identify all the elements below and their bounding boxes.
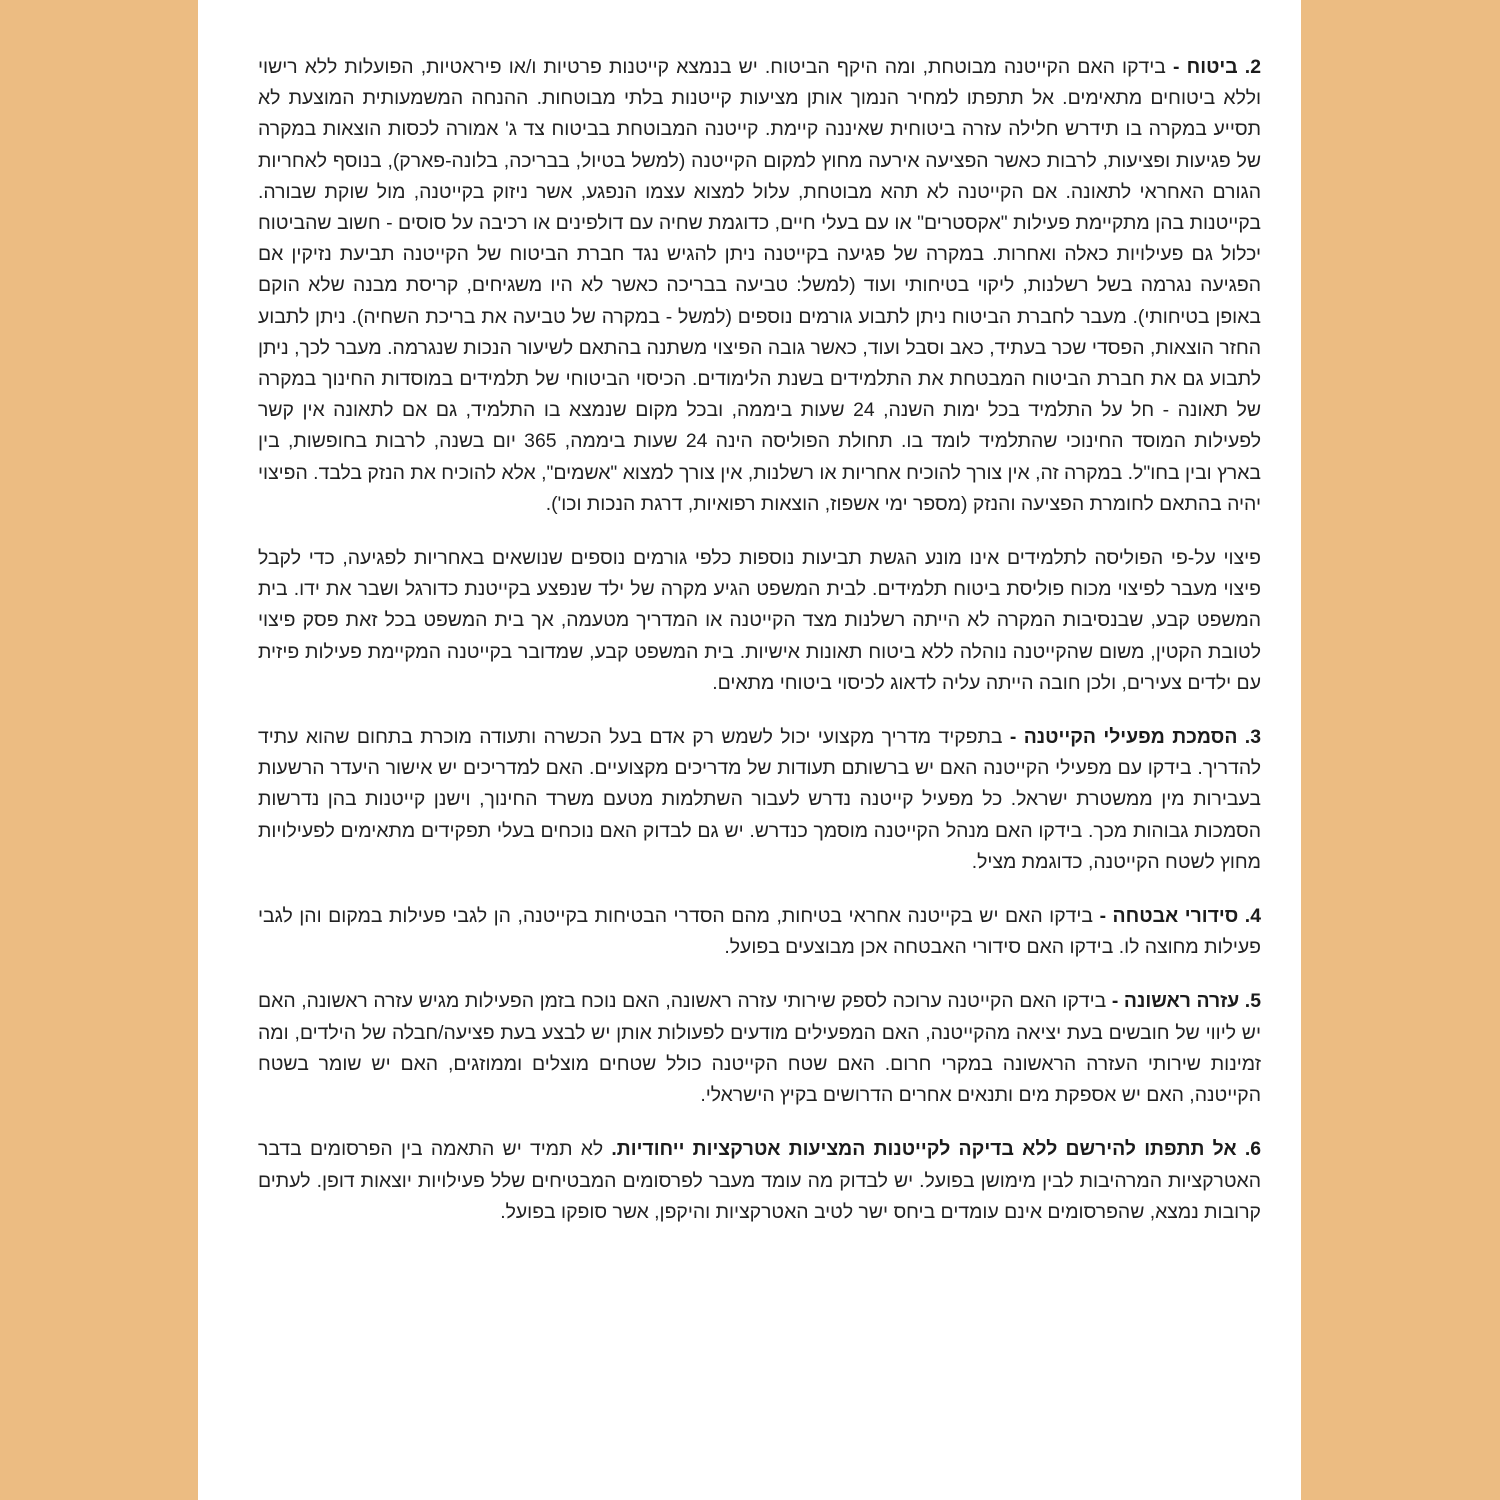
section-unique-attractions — [258, 1134, 1261, 1228]
section-heading: 2. ביטוח - — [1173, 56, 1261, 78]
section-first-aid — [258, 986, 1261, 1111]
section-insurance-compensation — [258, 543, 1261, 699]
section-heading: 4. סידורי אבטחה - — [1099, 905, 1261, 928]
document-page — [198, 0, 1301, 1500]
section-security-arrangements — [258, 901, 1261, 963]
section-heading: 5. עזרה ראשונה - — [1111, 990, 1261, 1013]
section-text: בידקו האם הקייטנה מבוטחת, ומה היקף הביטוח. יש בנמצא קייטנות פרטיות ו/או פיראטיות, הפועלות ללא רישוי וללא ביטוחים מתאימים. אל תתפתו למחיר הנמוך אותן מציעות קייטנות בלתי מבוטחות. ההנחה המשמעותית המוצעת לא תסייע במקרה בו תידרש חלילה עזרה ביטוחית שאיננה קיימת. קייטנה המבוטחת בביטוח צד ג' אמורה לכסות הוצאות במקרה של פגיעות ופציעות, לרבות כאשר הפציעה אירעה מחוץ למקום הקייטנה (למשל בטיול, בבריכה, בלונה-פארק), בנוסף לאחריות הגורם האחראי לתאונה. אם הקייטנה לא תהא מבוטחת, עלול למצוא עצמו הנפגע, אשר ניזוק בקייטנה, מול שוקת שבורה. בקייטנות בהן מתקיימת פעילות "אקסטרים" או עם בעלי חיים, כדוגמת שחיה עם דולפינים או רכיבה על סוסים - חשוב שהביטוח יכלול גם פעילויות כאלה ואחרות. במקרה של פגיעה בקייטנה ניתן להגיש נגד חברת הביטוח של הקייטנה תביעת נזיקין אם הפגיעה נגרמה בשל רשלנות, ליקוי בטיחותי ועוד (למשל: טביעה בבריכה כאשר לא היו משגיחים, קריסת מבנה שלא הוקם באופן בטיחותי). מעבר לחברת הביטוח ניתן לתבוע גורמים נוספים (למשל - במקרה של טביעה את בריכת השחיה). ניתן לתבוע החזר הוצאות, הפסדי שכר בעתיד, כאב וסבל ועוד, כאשר גובה הפיצוי משתנה בהתאם לשיעור הנכות שנגרמה. מעבר לכך, ניתן לתבוע גם את חברת הביטוח המבטחת את התלמידים בשנת הלימודים. הכיסוי הביטוחי של תלמידים במוסדות החינוך במקרה של תאונה - חל על התלמיד בכל ימות השנה, 24 שעות ביממה, ובכל מקום שנמצא בו התלמיד, גם אם לתאונה אין קשר לפעילות המוסד החינוכי שהתלמיד לומד בו. תחולת הפוליסה הינה 24 שעות ביממה, 365 יום בשנה, לרבות בחופשות, בין בארץ ובין בחו"ל. במקרה זה, אין צורך להוכיח אחריות או רשלנות, אין צורך למצוא "אשמים", אלא להוכיח את הנזק בלבד. הפיצוי יהיה בהתאם לחומרת הפציעה והנזק (מספר ימי אשפוז, הוצאות רפואיות, דרגת הנכות וכו'). — [258, 56, 1261, 515]
section-operator-certification — [258, 722, 1261, 878]
section-text: לא תמיד יש התאמה בין הפרסומים בדבר האטרקציות המרהיבות לבין מימושן בפועל. יש לבדוק מה עומד מעבר לפרסומים המבטיחים שלל פעילויות יוצאות דופן. לעתים קרובות נמצא, שהפרסומים אינם עומדים ביחס ישר לטיב האטרקציות והיקפן, אשר סופקו בפועל. — [258, 1138, 1261, 1223]
section-text: פיצוי על-פי הפוליסה לתלמידים אינו מונע הגשת תביעות נוספות כלפי גורמים נוספים שנושאים באחריות לפגיעה, כדי לקבל פיצוי מעבר לפיצוי מכוח פוליסת ביטוח תלמידים. לבית המשפט הגיע מקרה של ילד שנפצע בקייטנת כדורגל ושבר את ידו. בית המשפט קבע, שבנסיבות המקרה לא הייתה רשלנות מצד הקייטנה או המדריך מטעמה, אך בית המשפט בכל זאת פסק פיצוי לטובת הקטין, משום שהקייטנה נוהלה ללא ביטוח תאונות אישיות. בית המשפט קבע, שמדובר בקייטנה המקיימת פעילות פיזית עם ילדים צעירים, ולכן חובה הייתה עליה לדאוג לכיסוי ביטוחי מתאים. — [258, 547, 1261, 694]
section-heading: 6. אל תתפתו להירשם ללא בדיקה לקייטנות המציעות אטרקציות ייחודיות. — [611, 1138, 1262, 1161]
section-text: בידקו האם יש בקייטנה אחראי בטיחות, מהם הסדרי הבטיחות בקייטנה, הן לגבי פעילות במקום והן לגבי פעילות מחוצה לו. בידקו האם סידורי האבטחה אכן מבוצעים בפועל. — [258, 905, 1261, 959]
section-heading: 3. הסמכת מפעילי הקייטנה - — [1009, 726, 1261, 749]
section-text: בידקו האם הקייטנה ערוכה לספק שירותי עזרה ראשונה, האם נוכח בזמן הפעילות מגיש עזרה ראשונה, האם יש ליווי של חובשים בעת יציאה מהקייטנה, האם המפעילים מודעים לפעולות אותן יש לבצע בעת פציעה/חבלה של הילדים, ומה זמינות שירותי העזרה הראשונה במקרי חרום. האם שטח הקייטנה כולל שטחים מוצלים וממוזגים, האם יש שומר בשטח הקייטנה, האם יש אספקת מים ותנאים אחרים הדרושים בקיץ הישראלי. — [258, 990, 1261, 1107]
document-body — [258, 52, 1261, 1228]
section-insurance — [258, 52, 1261, 520]
section-text: בתפקיד מדריך מקצועי יכול לשמש רק אדם בעל הכשרה ותעודה מוכרת בתחום שהוא עתיד להדריך. בידקו עם מפעילי הקייטנה האם יש ברשותם תעודות של מדריכים מקצועיים. האם למדריכים יש אישור היעדר הרשעות בעבירות מין ממשטרת ישראל. כל מפעיל קייטנה נדרש לעבור השתלמות מטעם משרד החינוך, וישנן קייטנות בהן נדרשות הסמכות גבוהות מכך. בידקו האם מנהל הקייטנה מוסמך כנדרש. יש גם לבדוק האם נוכחים בעלי תפקידים מתאימים לפעילויות מחוץ לשטח הקייטנה, כדוגמת מציל. — [258, 726, 1261, 873]
